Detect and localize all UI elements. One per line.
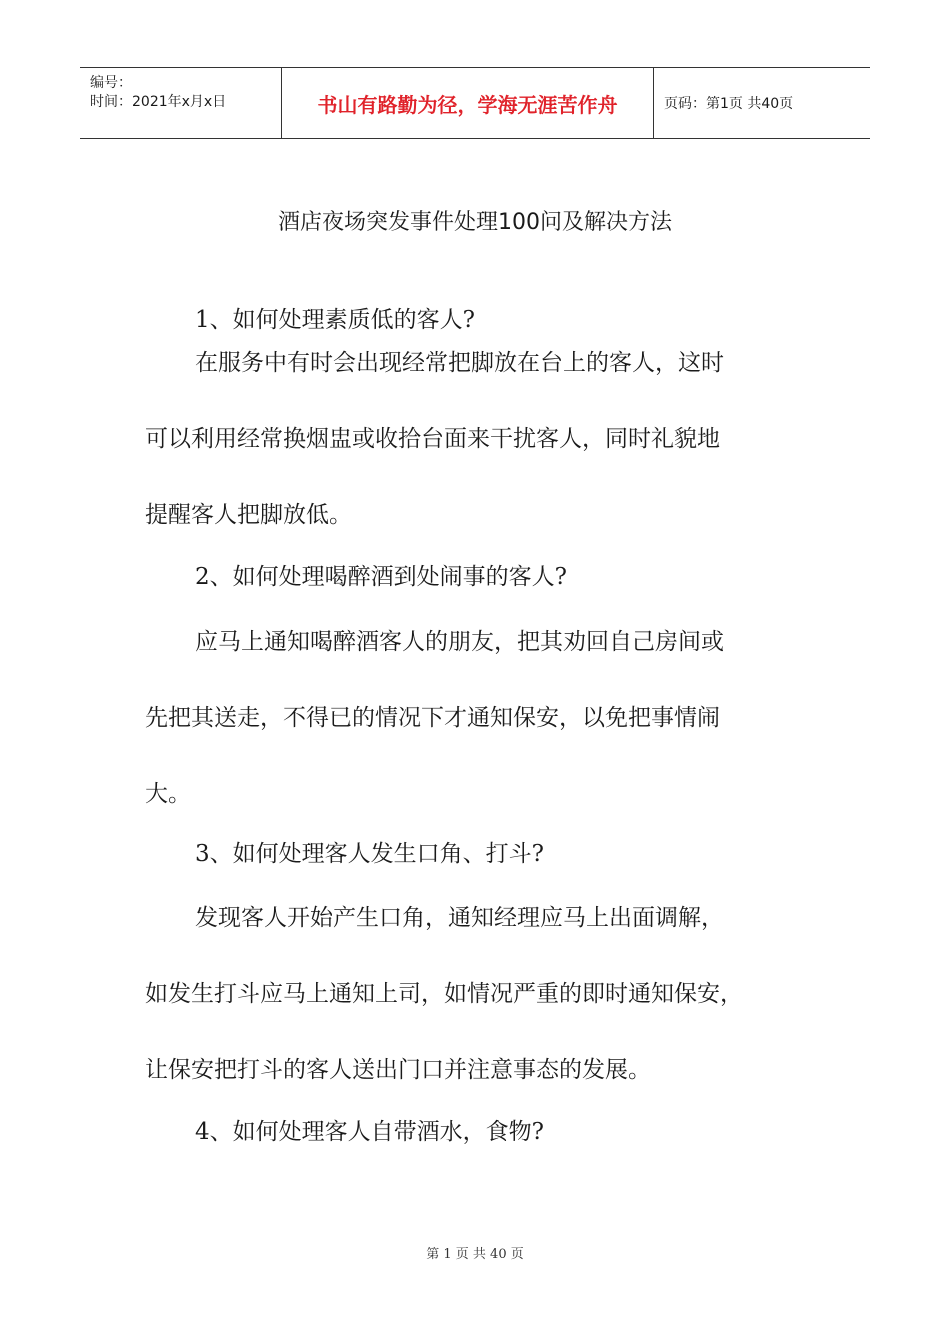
answer-line: 提醒客人把脚放低。 [145, 502, 352, 528]
answer-line: 发现客人开始产生口角，通知经理应马上出面调解， [195, 905, 724, 931]
header-page-info: 页码：第1页 共40页 [664, 96, 794, 112]
answer-line: 大。 [145, 781, 191, 807]
answer-line: 先把其送走，不得已的情况下才通知保安，以免把事情闹 [145, 705, 720, 731]
answer-3 [145, 880, 805, 1108]
question-4: 4、如何处理客人自带酒水，食物? [195, 1119, 544, 1145]
answer-line: 可以利用经常换烟盅或收拾台面来干扰客人，同时礼貌地 [145, 426, 720, 452]
header-slogan: 书山有路勤为径，学海无涯苦作舟 [281, 68, 654, 138]
answer-2 [145, 604, 805, 832]
answer-line: 应马上通知喝醉酒客人的朋友，把其劝回自己房间或 [195, 629, 724, 655]
page-footer: 第 1 页 共 40 页 [426, 1247, 524, 1262]
answer-line: 在服务中有时会出现经常把脚放在台上的客人，这时 [195, 350, 724, 376]
question-3: 3、如何处理客人发生口角、打斗? [195, 841, 544, 867]
question-2: 2、如何处理喝醉酒到处闹事的客人? [195, 564, 567, 590]
document-title: 酒店夜场突发事件处理100问及解决方法 [278, 210, 672, 235]
document-header [80, 67, 870, 139]
header-meta [80, 68, 281, 138]
answer-1 [145, 325, 805, 553]
time-label: 时间：2021年x月x日 [90, 94, 227, 110]
question-1: 1、如何处理素质低的客人? [195, 307, 475, 333]
number-label: 编号： [90, 75, 132, 91]
answer-line: 如发生打斗应马上通知上司，如情况严重的即时通知保安， [145, 981, 743, 1007]
answer-line: 让保安把打斗的客人送出门口并注意事态的发展。 [145, 1057, 651, 1083]
